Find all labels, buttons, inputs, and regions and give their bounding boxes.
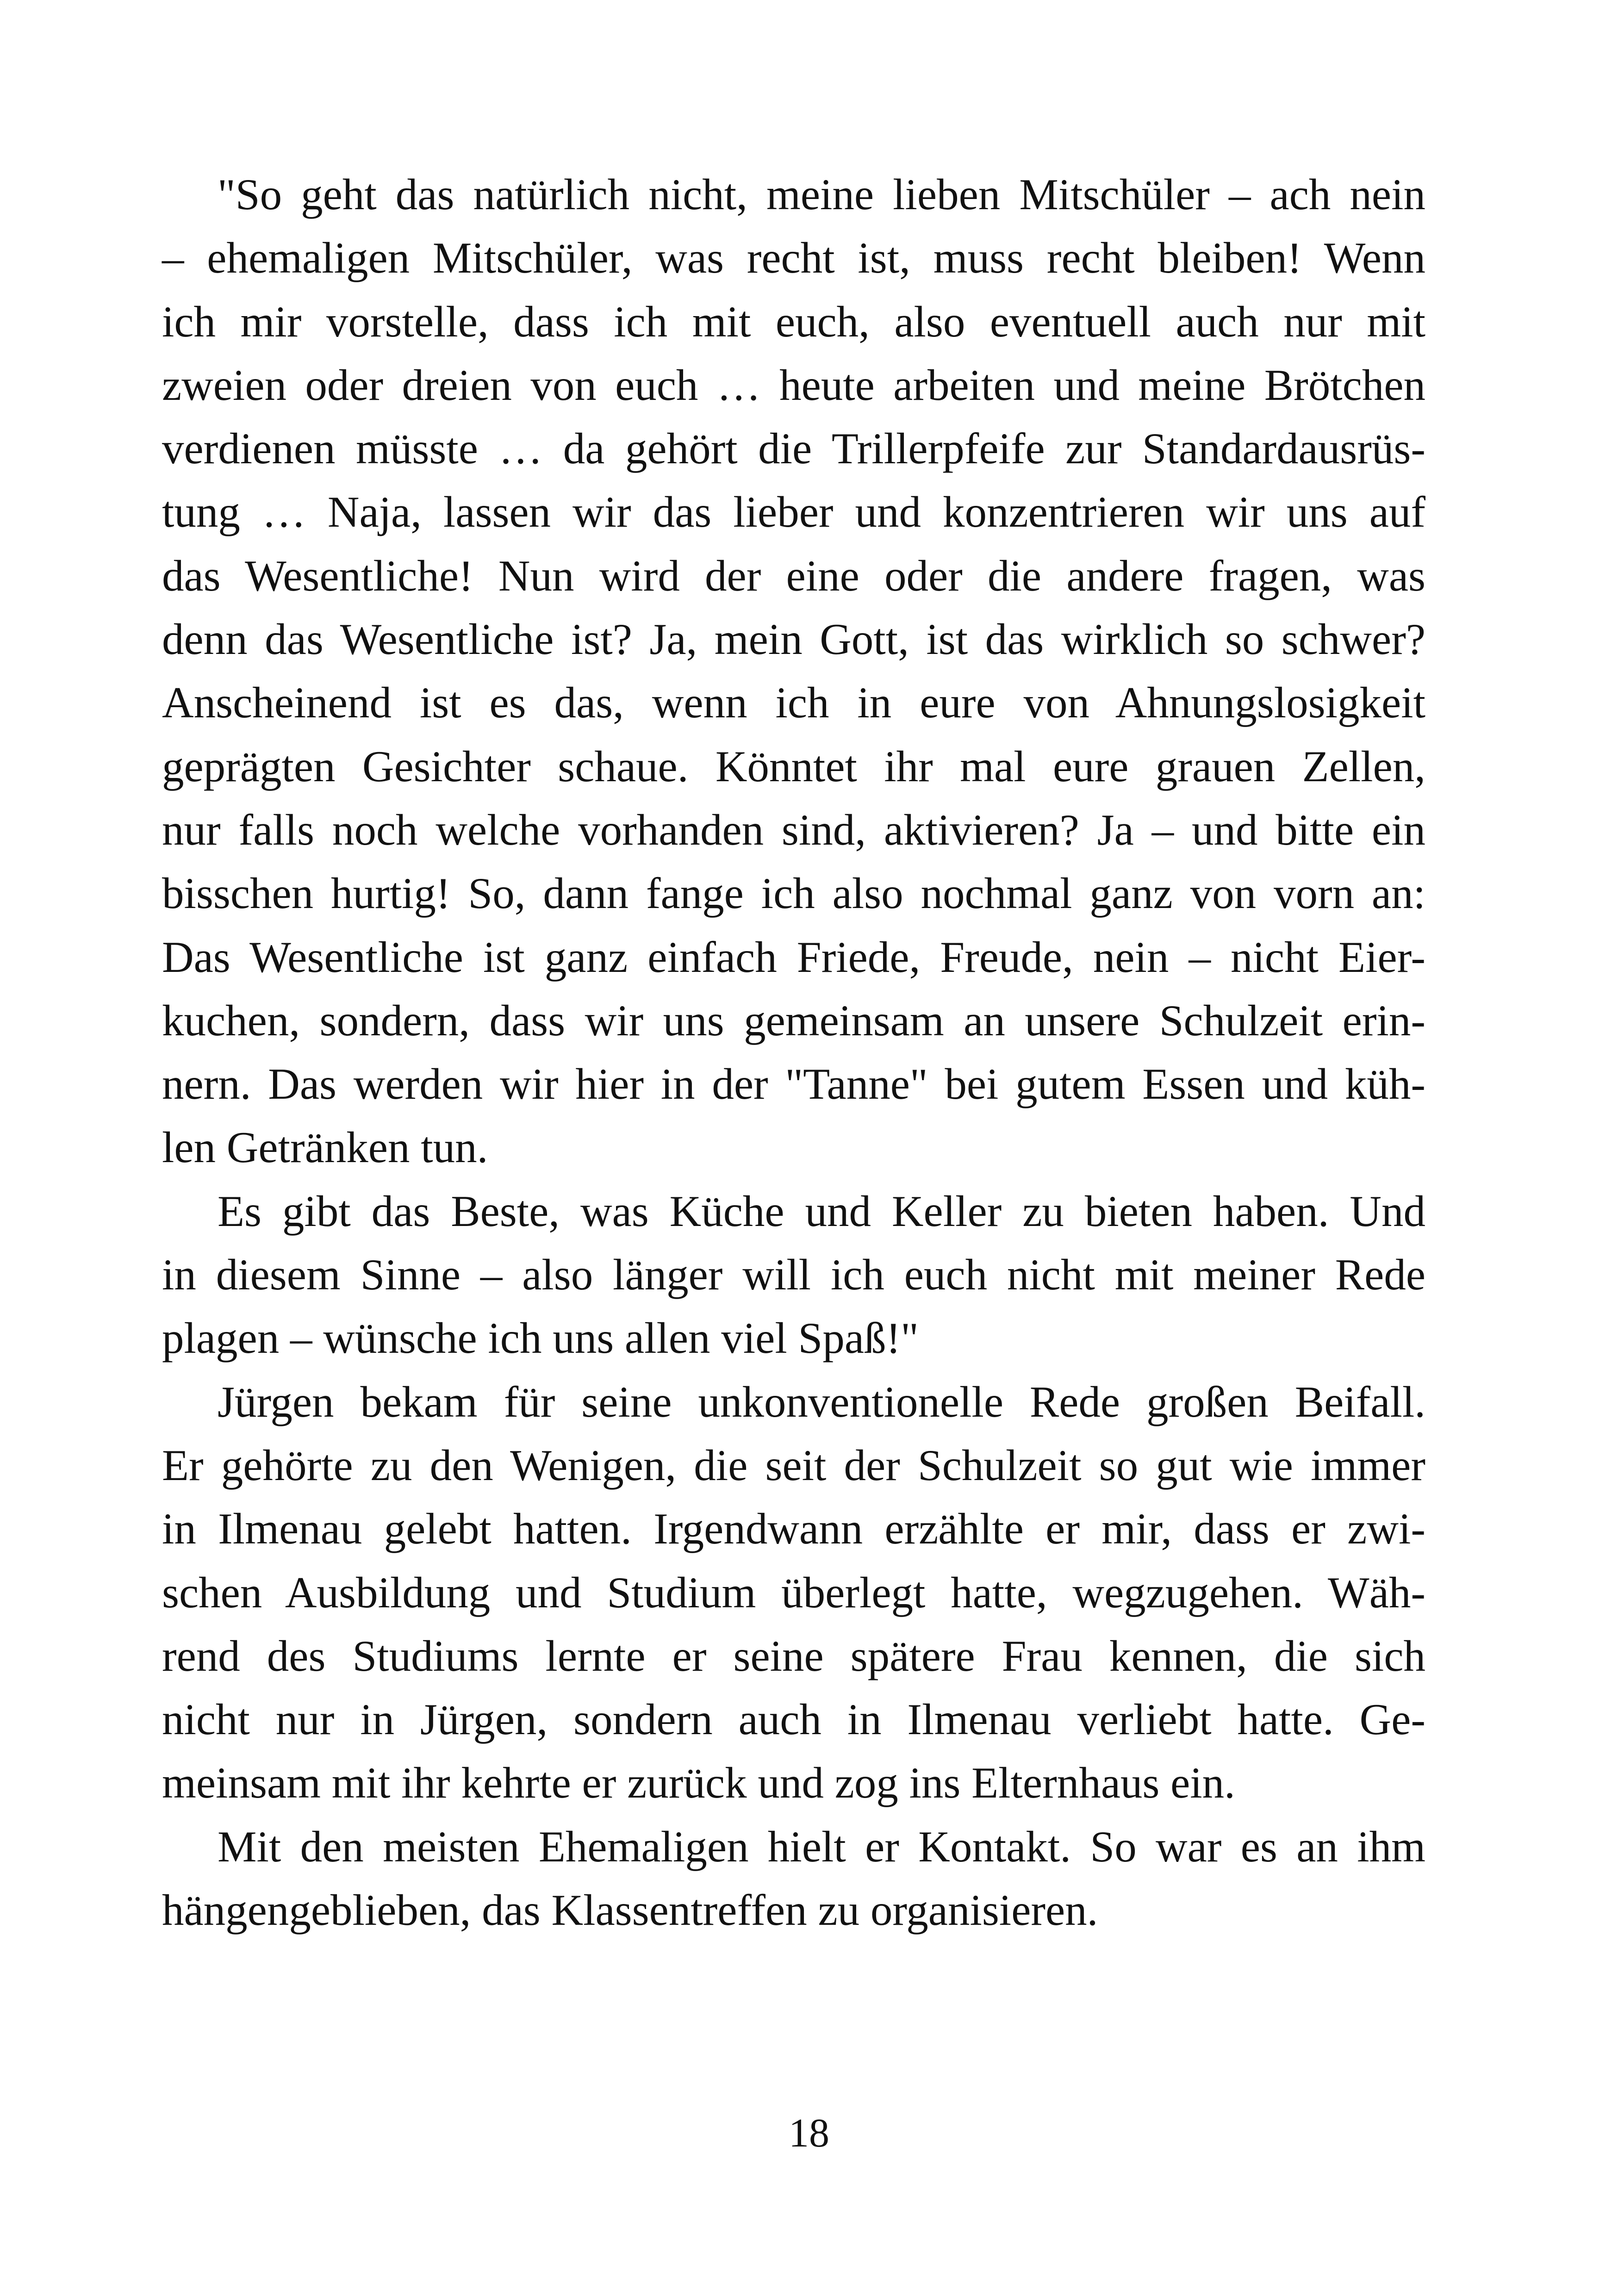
text-line: schen Ausbildung und Studium überlegt hatte, wegzugehen. Wäh- xyxy=(162,1568,1425,1617)
paragraph xyxy=(162,1815,1425,1942)
text-line: denn das Wesentliche ist? Ja, mein Gott, ist das wirklich so schwer? xyxy=(162,615,1425,664)
text-line: "So geht das natürlich nicht, meine lieben Mitschüler – ach nein xyxy=(218,170,1425,219)
text-line: in Ilmenau gelebt hatten. Irgendwann erzählte er mir, dass er zwi- xyxy=(162,1504,1425,1554)
text-line: nicht nur in Jürgen, sondern auch in Ilmenau verliebt hatte. Ge- xyxy=(162,1695,1425,1744)
text-line: kuchen, sondern, dass wir uns gemeinsam an unsere Schulzeit erin- xyxy=(162,996,1425,1045)
text-line: Mit den meisten Ehemaligen hielt er Kontakt. So war es an ihm xyxy=(218,1822,1425,1871)
text-line: meinsam mit ihr kehrte er zurück und zog ins Elternhaus ein. xyxy=(162,1758,1235,1808)
text-line: rend des Studiums lernte er seine spätere Frau kennen, die sich xyxy=(162,1631,1425,1680)
text-line: tung … Naja, lassen wir das lieber und konzentrieren wir uns auf xyxy=(162,487,1425,537)
text-line: geprägten Gesichter schaue. Könntet ihr mal eure grauen Zellen, xyxy=(162,741,1425,791)
paragraph xyxy=(162,1180,1425,1370)
text-line: nur falls noch welche vorhanden sind, aktivieren? Ja – und bitte ein xyxy=(162,805,1425,854)
text-line: Jürgen bekam für seine unkonventionelle Rede großen Beifall. xyxy=(218,1377,1425,1426)
text-line: Das Wesentliche ist ganz einfach Friede, Freude, nein – nicht Eier- xyxy=(162,932,1425,982)
page-number: 18 xyxy=(789,2111,829,2156)
text-line: hängengeblieben, das Klassentreffen zu organisieren. xyxy=(162,1885,1098,1935)
paragraph xyxy=(162,163,1425,1180)
text-line: Er gehörte zu den Wenigen, die seit der Schulzeit so gut wie immer xyxy=(162,1440,1425,1490)
text-line: bisschen hurtig! So, dann fange ich also nochmal ganz von vorn an: xyxy=(162,869,1425,918)
text-line: – ehemaligen Mitschüler, was recht ist, muss recht bleiben! Wenn xyxy=(162,233,1425,283)
text-line: ich mir vorstelle, dass ich mit euch, also eventuell auch nur mit xyxy=(162,297,1425,346)
text-line: Anscheinend ist es das, wenn ich in eure von Ahnungslosigkeit xyxy=(162,678,1425,728)
text-line: das Wesentliche! Nun wird der eine oder die andere fragen, was xyxy=(162,551,1425,600)
text-line: plagen – wünsche ich uns allen viel Spaß!" xyxy=(162,1313,919,1363)
text-line: len Getränken tun. xyxy=(162,1123,488,1172)
text-line: nern. Das werden wir hier in der "Tanne" bei gutem Essen und küh- xyxy=(162,1059,1425,1109)
text-line: verdienen müsste … da gehört die Trillerpfeife zur Standardausrüs- xyxy=(162,424,1425,473)
text-line: Es gibt das Beste, was Küche und Keller zu bieten haben. Und xyxy=(218,1186,1425,1236)
text-line: in diesem Sinne – also länger will ich euch nicht mit meiner Rede xyxy=(162,1250,1425,1300)
body-text xyxy=(162,163,1425,1942)
text-line: zweien oder dreien von euch … heute arbeiten und meine Brötchen xyxy=(162,360,1425,410)
paragraph xyxy=(162,1370,1425,1815)
